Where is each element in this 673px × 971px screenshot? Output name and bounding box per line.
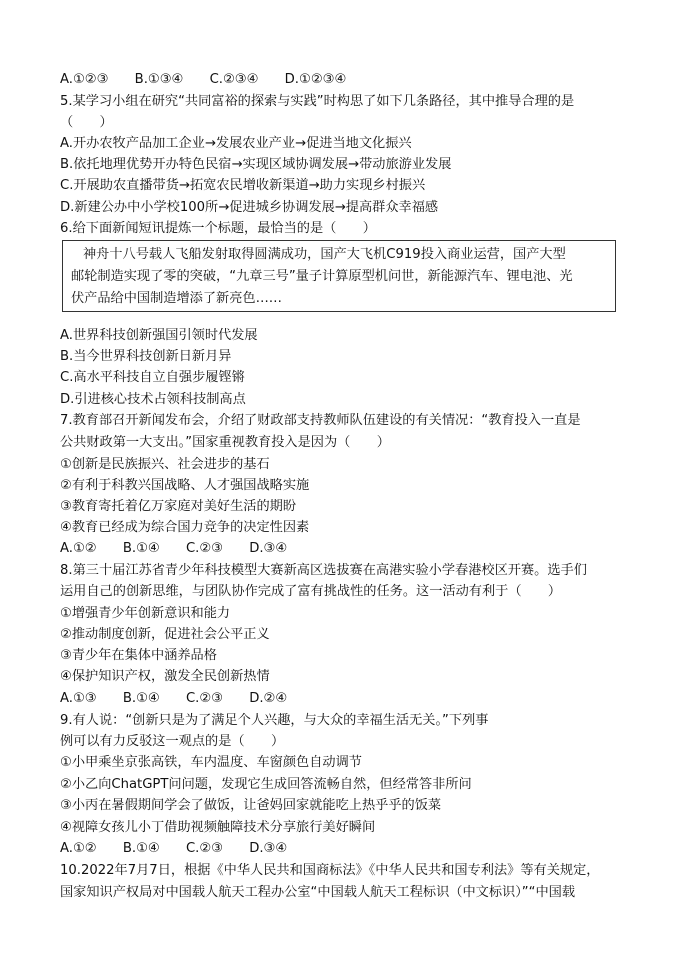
q7-option-b: B.①④ — [122, 541, 160, 556]
q9-item-2: ②小乙向ChatGPT问问题，发现它生成回答流畅自然，但经常答非所问 — [60, 777, 472, 792]
q8-options — [60, 689, 623, 708]
q9-stem-line1: 9.有人说：“创新只是为了满足个人兴趣，与大众的幸福生活无关。”下列事 — [60, 713, 489, 728]
q5-stem-line1: 5.某学习小组在研究“共同富裕的探索与实践”时构思了如下几条路径，其中推导合理的是 — [60, 94, 575, 109]
q4-option-b: B.①③④ — [134, 72, 184, 87]
q7-item-3: ③教育寄托着亿万家庭对美好生活的期盼 — [60, 499, 297, 514]
q6-option-b: B.当今世界科技创新日新月异 — [60, 349, 232, 364]
news-box — [62, 240, 616, 312]
q10-stem-line1: 10.2022年7月7日，根据《中华人民共和国商标法》《中华人民共和国专利法》等有关规定， — [60, 863, 600, 878]
news-box-line3: 伏产品给中国制造增添了新亮色…… — [71, 291, 282, 306]
q7-option-d: D.③④ — [249, 541, 288, 556]
q9-item-4: ④视障女孩儿小丁借助视频触障技术分享旅行美好瞬间 — [60, 820, 376, 835]
q8-stem-line2: 运用自己的创新思维，与团队协作完成了富有挑战性的任务。这一活动有利于（ ） — [60, 584, 562, 599]
q9-item-3: ③小丙在暑假期间学会了做饭，让爸妈回家就能吃上热乎乎的饭菜 — [60, 798, 442, 813]
q7-item-1: ①创新是民族振兴、社会进步的基石 — [60, 457, 270, 472]
q4-option-a: A.①②③ — [60, 72, 109, 87]
q9-options — [60, 839, 623, 858]
q5-option-d: D.新建公办中小学校100所→促进城乡协调发展→提高群众幸福感 — [60, 200, 439, 215]
q7-options — [60, 539, 623, 558]
q4-option-d: D.①②③④ — [284, 72, 347, 87]
q7-option-a: A.①② — [60, 541, 97, 556]
q4-option-c: C.②③④ — [209, 72, 259, 87]
q8-option-a: A.①③ — [60, 691, 97, 706]
q9-option-b: B.①④ — [122, 841, 160, 856]
q9-stem-line2: 例可以有力反驳这一观点的是（ ） — [60, 734, 285, 749]
q8-item-4: ④保护知识产权，激发全民创新热情 — [60, 669, 270, 684]
q6-stem: 6.给下面新闻短讯提炼一个标题，最恰当的是（ ） — [60, 221, 376, 236]
q4-options — [60, 70, 623, 89]
q8-stem-line1: 8.第三十届江苏省青少年科技模型大赛新高区选拔赛在高港实验小学春港校区开赛。选手们 — [60, 563, 587, 578]
q10-stem-line2: 国家知识产权局对中国载人航天工程办公室“中国载人航天工程标识（中文标识）”“中国载 — [60, 885, 576, 900]
q5-option-a: A.开办农牧产品加工企业→发展农业产业→促进当地文化振兴 — [60, 136, 412, 151]
q8-item-2: ②推动制度创新，促进社会公平正义 — [60, 627, 270, 642]
q8-option-d: D.②④ — [249, 691, 288, 706]
q7-option-c: C.②③ — [185, 541, 223, 556]
q5-option-b: B.依托地理优势开办特色民宿→实现区域协调发展→带动旅游业发展 — [60, 157, 452, 172]
q5-option-c: C.开展助农直播带货→拓宽农民增收新渠道→助力实现乡村振兴 — [60, 178, 426, 193]
news-box-line2: 邮轮制造实现了零的突破，“九章三号”量子计算原型机问世，新能源汽车、锂电池、光 — [71, 269, 573, 284]
q7-item-2: ②有利于科教兴国战略、人才强国战略实施 — [60, 478, 310, 493]
q9-item-1: ①小甲乘坐京张高铁，车内温度、车窗颜色自动调节 — [60, 755, 362, 770]
q8-item-1: ①增强青少年创新意识和能力 — [60, 606, 231, 621]
q8-item-3: ③青少年在集体中涵养品格 — [60, 648, 217, 663]
news-box-line1: 神舟十八号载人飞船发射取得圆满成功，国产大飞机C919投入商业运营，国产大型 — [83, 247, 566, 262]
q5-stem-line2: （ ） — [60, 115, 113, 130]
q8-option-b: B.①④ — [122, 691, 160, 706]
q9-option-d: D.③④ — [249, 841, 288, 856]
q6-option-d: D.引进核心技术占领科技制高点 — [60, 392, 246, 407]
q8-option-c: C.②③ — [185, 691, 223, 706]
q9-option-a: A.①② — [60, 841, 97, 856]
q6-option-c: C.高水平科技自立自强步履铿锵 — [60, 370, 245, 385]
q7-item-4: ④教育已经成为综合国力竞争的决定性因素 — [60, 520, 310, 535]
q9-option-c: C.②③ — [185, 841, 223, 856]
q7-stem-line1: 7.教育部召开新闻发布会，介绍了财政部支持教师队伍建设的有关情况：“教育投入一直是 — [60, 413, 581, 428]
q7-stem-line2: 公共财政第一大支出。”国家重视教育投入是因为（ ） — [60, 435, 390, 450]
q6-option-a: A.世界科技创新强国引领时代发展 — [60, 328, 258, 343]
